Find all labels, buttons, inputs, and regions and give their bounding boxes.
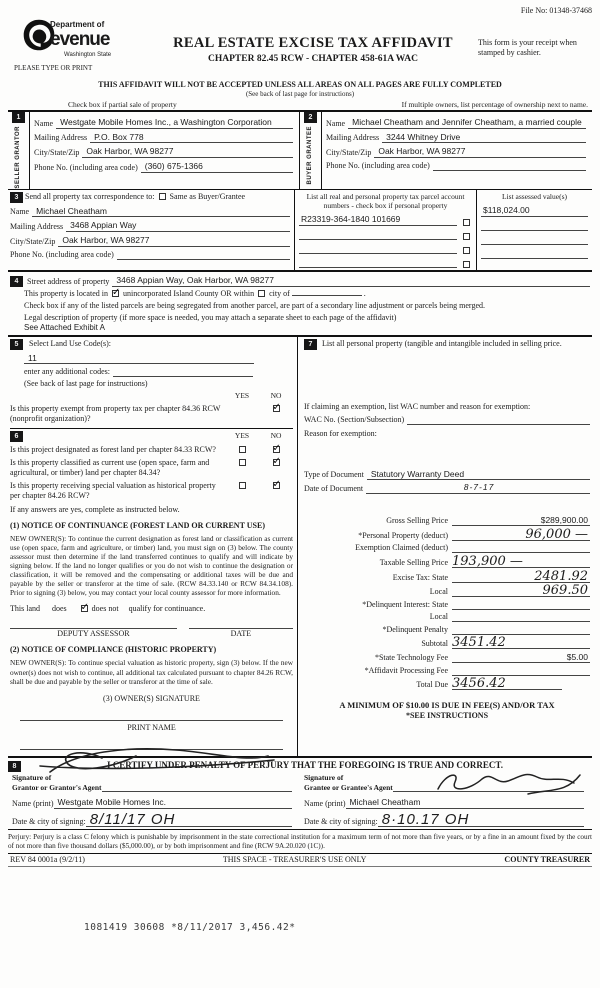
owners-signature-label: (3) OWNER(S) SIGNATURE <box>103 693 200 703</box>
buyer-mailing-field[interactable]: 3244 Whitney Drive <box>382 132 586 144</box>
minimum-fee-note: A MINIMUM OF $10.00 IS DUE IN FEE(S) AND/OR TAX <box>339 700 555 711</box>
grantee-agent-label: Grantee or Grantee's Agent <box>304 783 393 793</box>
rev-form-number: REV 84 0001a (9/2/11) <box>10 855 85 865</box>
left-column <box>8 337 298 756</box>
fee-value-excise-state[interactable]: 2481.92 <box>534 568 588 584</box>
fee-label-gross: Gross Selling Price <box>386 516 448 526</box>
corr-phone-field[interactable] <box>117 250 290 260</box>
current-use-question: Is this property classified as current use (open space, farm and agricultural, or timber) land per chapter 84.34? <box>10 457 210 477</box>
section-3 <box>8 190 592 272</box>
grantor-sig-of-label: Signature of <box>12 773 52 783</box>
right-column <box>298 337 592 756</box>
main-columns <box>8 337 592 758</box>
same-as-buyer-label: Same as Buyer/Grantee <box>169 191 246 201</box>
fee-label-processing: *Affidavit Processing Fee <box>364 665 448 675</box>
receipt-note: This form is your receipt when stamped by cashier. <box>478 38 577 57</box>
grantor-name-print-field[interactable]: Westgate Mobile Homes Inc. <box>54 797 292 809</box>
seller-mailing-field[interactable]: P.O. Box 778 <box>90 132 293 144</box>
seller-csz-field[interactable]: Oak Harbor, WA 98277 <box>82 146 293 158</box>
fee-label-delinq-penalty: *Delinquent Penalty <box>382 624 448 634</box>
grantee-date-city-label: Date & city of signing: <box>304 817 378 827</box>
corr-csz-label: City/State/Zip <box>10 236 56 246</box>
assessed-value-field-3[interactable] <box>481 235 588 245</box>
if-yes-note: If any answers are yes, complete as instructed below. <box>10 504 180 514</box>
section-3-number: 3 <box>10 192 23 203</box>
treasurer-space-label: THIS SPACE - TREASURER'S USE ONLY <box>222 855 367 865</box>
corr-name-field[interactable]: Michael Cheatham <box>32 206 290 218</box>
logo-department-of: Department of <box>50 20 105 29</box>
corr-name-label: Name <box>10 207 30 217</box>
grantee-date-city-field[interactable]: 8·10.17 OH <box>378 814 584 827</box>
buyer-phone-field[interactable] <box>433 161 586 171</box>
sec5-yes-header: YES <box>234 391 250 401</box>
section-4 <box>8 272 592 337</box>
forest-yes-checkbox[interactable] <box>239 446 246 453</box>
parcel-numbers-header: List all real and personal property tax parcel account numbers - check box if personal property <box>306 191 465 211</box>
grantor-signature-block <box>8 773 300 827</box>
grantor-date-city-label: Date & city of signing: <box>12 817 86 827</box>
sec5-no-header: NO <box>270 391 282 401</box>
assessed-values-header: List assessed value(s) <box>502 191 567 201</box>
seller-mailing-label: Mailing Address <box>34 133 88 143</box>
partial-sale-note: Check box if partial sale of property <box>68 99 177 109</box>
assessed-value-field-2[interactable] <box>481 221 588 231</box>
section-7-number: 7 <box>304 339 317 350</box>
perjury-statement: Perjury: Perjury is a class C felony which is punishable by imprisonment in the state correctional institution for a maximum term of not more than five years, or by a fine in an amount fixed by the court of not more than five thousand dollars ($5,000.00), or by both imprisonment and fine (RCW 9A.20.020 (1C)). <box>8 833 592 854</box>
fee-label-personal: *Personal Property (deduct) <box>358 530 448 540</box>
seller-name-label: Name <box>34 118 54 128</box>
wac-label: WAC No. (Section/Subsection) <box>304 414 405 424</box>
doc-type-label: Type of Document <box>304 470 364 480</box>
parcel-personal-checkbox-3[interactable] <box>463 247 470 254</box>
historic-question: Is this property receiving special valuation as historical property per chapter 84.26 RCW? <box>10 480 216 500</box>
additional-codes-field[interactable] <box>113 367 253 377</box>
fee-label-delinq-state: *Delinquent Interest: State <box>362 599 448 609</box>
dor-logo <box>22 18 142 59</box>
corr-mailing-label: Mailing Address <box>10 221 64 231</box>
seller-grantor-side-label: SELLER GRANTOR <box>15 126 22 189</box>
fee-value-gross[interactable]: $289,900.00 <box>540 514 588 525</box>
historic-yes-checkbox[interactable] <box>239 482 246 489</box>
does-label: does <box>52 604 67 614</box>
section-8 <box>8 758 592 830</box>
buyer-csz-field[interactable]: Oak Harbor, WA 98277 <box>374 146 586 158</box>
please-type-or-print: PLEASE TYPE OR PRINT <box>14 64 93 72</box>
fee-label-excise-local: Local <box>429 587 448 597</box>
assessor-date-line: DATE <box>189 628 293 639</box>
located-end: . <box>363 288 366 298</box>
buyer-section <box>300 112 592 190</box>
section-4-number: 4 <box>10 276 23 287</box>
warning-line: THIS AFFIDAVIT WILL NOT BE ACCEPTED UNLESS ALL AREAS ON ALL PAGES ARE FULLY COMPLETED <box>98 80 502 89</box>
parcel-field-4[interactable] <box>299 258 457 268</box>
city-checkbox[interactable] <box>258 290 265 297</box>
form-title: REAL ESTATE EXCISE TAX AFFIDAVIT <box>173 35 453 51</box>
seller-csz-label: City/State/Zip <box>34 148 80 157</box>
grantor-signature-field[interactable] <box>102 782 292 792</box>
owners-signature-field[interactable] <box>20 720 283 721</box>
legal-description-value: See Attached Exhibit A <box>24 322 105 332</box>
exempt-question: Is this property exempt from property tax per chapter 84.36 RCW (nonprofit organization)? <box>10 403 221 423</box>
personal-property-note: List all personal property (tangible and intangible included in selling price. <box>322 338 562 348</box>
city-name-field[interactable] <box>292 295 362 296</box>
located-unincorporated: unincorporated Island County OR within <box>122 288 255 298</box>
fee-value-excise-local[interactable]: 969.50 <box>542 583 588 599</box>
located-pre: This property is located in <box>24 288 108 298</box>
grantee-signature <box>432 767 582 797</box>
notice-continuance-body: NEW OWNER(S): To continue the current designation as forest land or classification as current use (open space, farm and agriculture, or timber) land, you must sign on (3) below. The county assessor must then determine if the land transferred continues to qualify and will indicate by signing below. If the land no longer qualifies or you do not wish to continue the designation or classification, it will be removed and the compensating or additional taxes will be due and payable by the seller or transferor at the time of sale. (RCW 84.33.140 or RCW 84.34.108). Prior to signing (3) below, you may contact your local county assessor for more information. <box>10 533 293 598</box>
send-correspondence-label: Send all property tax correspondence to: <box>25 191 155 201</box>
section-8-number: 8 <box>8 761 21 772</box>
fee-label-subtotal: Subtotal <box>421 639 448 649</box>
qualify-label: qualify for continuance. <box>128 604 206 614</box>
street-address-label: Street address of property <box>27 276 110 286</box>
grantee-name-print-field[interactable]: Michael Cheatham <box>346 797 584 809</box>
footer-row <box>8 854 592 867</box>
cashier-stamp: 1081419 30608 *8/11/2017 3,456.42* <box>84 922 296 933</box>
corr-mailing-field[interactable]: 3468 Appian Way <box>66 220 290 232</box>
multiple-owners-note: If multiple owners, list percentage of ownership next to name. <box>401 99 588 109</box>
does-not-checkbox[interactable] <box>81 605 88 612</box>
current-use-yes-checkbox[interactable] <box>239 459 246 466</box>
seller-phone-label: Phone No. (including area code) <box>34 162 138 172</box>
same-as-buyer-checkbox[interactable] <box>159 193 166 200</box>
parcel-field-2[interactable] <box>299 230 457 240</box>
fee-label-total: Total Due <box>416 680 448 690</box>
fee-label-exemption: Exemption Claimed (deduct) <box>355 543 448 553</box>
file-number: File No: 01348-37468 <box>520 6 592 15</box>
buyer-csz-label: City/State/Zip <box>326 148 372 157</box>
fee-value-tech-fee[interactable]: $5.00 <box>566 651 588 662</box>
seller-name-field[interactable]: Westgate Mobile Homes Inc., a Washington Corporation <box>56 117 293 129</box>
sec6-yes-header: YES <box>234 430 250 440</box>
forest-land-question: Is this project designated as forest land per chapter 84.33 RCW? <box>10 444 216 454</box>
doc-type-field[interactable]: Statutory Warranty Deed <box>367 469 590 481</box>
fee-value-subtotal[interactable]: 3451.42 <box>452 635 506 651</box>
county-treasurer-label: COUNTY TREASURER <box>504 855 590 865</box>
section-2-number: 2 <box>304 112 317 123</box>
section-1-number: 1 <box>12 112 25 123</box>
doc-date-label: Date of Document <box>304 484 364 494</box>
wac-field[interactable] <box>407 415 590 425</box>
fee-label-taxable: Taxable Selling Price <box>379 558 448 568</box>
buyer-name-field[interactable]: Michael Cheatham and Jennifer Cheatham, a married couple <box>348 117 586 129</box>
grantee-name-print-label: Name (print) <box>304 799 346 809</box>
grantor-signature <box>36 744 276 778</box>
assessed-value-field-4[interactable] <box>481 249 588 259</box>
fee-label-tech-fee: *State Technology Fee <box>374 653 448 663</box>
current-use-no-checkbox[interactable] <box>273 459 280 466</box>
see-back-note: (See back of last page for instructions) <box>245 90 355 98</box>
certify-statement: I CERTIFY UNDER PENALTY OF PERJURY THAT THE FOREGOING IS TRUE AND CORRECT. <box>106 759 503 770</box>
street-address-field[interactable]: 3468 Appian Way, Oak Harbor, WA 98277 <box>112 275 590 287</box>
sec6-no-header: NO <box>270 430 282 440</box>
notice-compliance-body: NEW OWNER(S): To continue special valuation as historic property, sign (3) below. If the new owner(s) does not wish to continue, all additional tax calculated pursuant to chapter 84.26 RCW, shall be due and payable by the seller or transferor at the time of sale. <box>10 658 293 686</box>
fee-value-personal[interactable]: 96,000 — <box>525 526 588 542</box>
buyer-name-label: Name <box>326 118 346 128</box>
buyer-mailing-label: Mailing Address <box>326 133 380 143</box>
section-6-number: 6 <box>10 431 23 442</box>
form-header <box>8 4 592 92</box>
grantee-signature-block <box>300 773 592 827</box>
this-land-pre: This land <box>10 604 40 614</box>
parcel-personal-checkbox-1[interactable] <box>463 219 470 226</box>
parcel-field-1[interactable]: R23319-364-1840 101669 <box>299 214 457 226</box>
historic-no-checkbox[interactable] <box>273 482 280 489</box>
see-instructions-note: *SEE INSTRUCTIONS <box>405 710 489 720</box>
buyer-phone-label: Phone No. (including area code) <box>326 161 430 170</box>
parties-block <box>8 110 592 190</box>
logo-washington-state: Washington State <box>64 51 112 58</box>
land-use-label: Select Land Use Code(s): <box>29 338 111 348</box>
land-use-code-field[interactable]: 11 <box>24 353 254 365</box>
fee-value-taxable[interactable]: 193,900 — <box>452 553 523 569</box>
parcel-field-3[interactable] <box>299 244 457 254</box>
seller-phone-field[interactable]: (360) 675-1366 <box>141 161 293 173</box>
exemption-note: If claiming an exemption, list WAC number and reason for exemption: <box>304 401 531 411</box>
doc-date-field[interactable]: 8-7-17 <box>366 484 590 494</box>
corr-csz-field[interactable]: Oak Harbor, WA 98277 <box>58 235 290 247</box>
fee-label-delinq-local: Local <box>429 612 448 622</box>
logo-revenue-text: evenue <box>50 29 110 50</box>
segregated-note: Check box if any of the listed parcels are being segregated from another parcel, are part of a secondary line adjustment or parcels being merged. <box>24 300 485 310</box>
grantor-date-city-field[interactable]: 8/11/17 OH <box>86 814 292 827</box>
deputy-assessor-line: DEPUTY ASSESSOR <box>10 628 177 639</box>
forest-no-checkbox[interactable] <box>273 446 280 453</box>
does-not-label: does not <box>91 604 119 614</box>
fee-value-total[interactable]: 3456.42 <box>452 676 506 692</box>
grantor-name-print-label: Name (print) <box>12 799 54 809</box>
buyer-grantee-side-label: BUYER GRANTEE <box>307 126 314 185</box>
unincorporated-checkbox[interactable] <box>112 290 119 297</box>
assessed-value-field-1[interactable]: $118,024.00 <box>481 205 588 217</box>
located-city-label: city of <box>269 288 290 298</box>
section-5-number: 5 <box>10 339 23 350</box>
reason-exemption-label: Reason for exemption: <box>304 428 377 438</box>
sec5-see-back: (See back of last page for instructions) <box>24 379 148 389</box>
additional-codes-label: enter any additional codes: <box>24 367 110 377</box>
fee-label-excise-state: Excise Tax: State <box>392 572 448 582</box>
notice-continuance-title: (1) NOTICE OF CONTINUANCE (FOREST LAND OR CURRENT USE) <box>10 520 265 530</box>
grantor-agent-label: Grantor or Grantor's Agent <box>12 783 102 793</box>
legal-description-label: Legal description of property (if more space is needed, you may attach a separate sheet to each page of the affidavit) <box>24 312 397 322</box>
parcel-personal-checkbox-4[interactable] <box>463 261 470 268</box>
print-name-label: PRINT NAME <box>127 722 176 732</box>
corr-phone-label: Phone No. (including area code) <box>10 249 114 259</box>
form-subtitle: CHAPTER 82.45 RCW - CHAPTER 458-61A WAC <box>208 54 418 65</box>
grantee-sig-of-label: Signature of <box>304 773 344 783</box>
seller-section <box>8 112 300 190</box>
parcel-personal-checkbox-2[interactable] <box>463 233 470 240</box>
notice-compliance-title: (2) NOTICE OF COMPLIANCE (HISTORIC PROPERTY) <box>10 645 217 655</box>
exempt-no-checkbox[interactable] <box>273 405 280 412</box>
